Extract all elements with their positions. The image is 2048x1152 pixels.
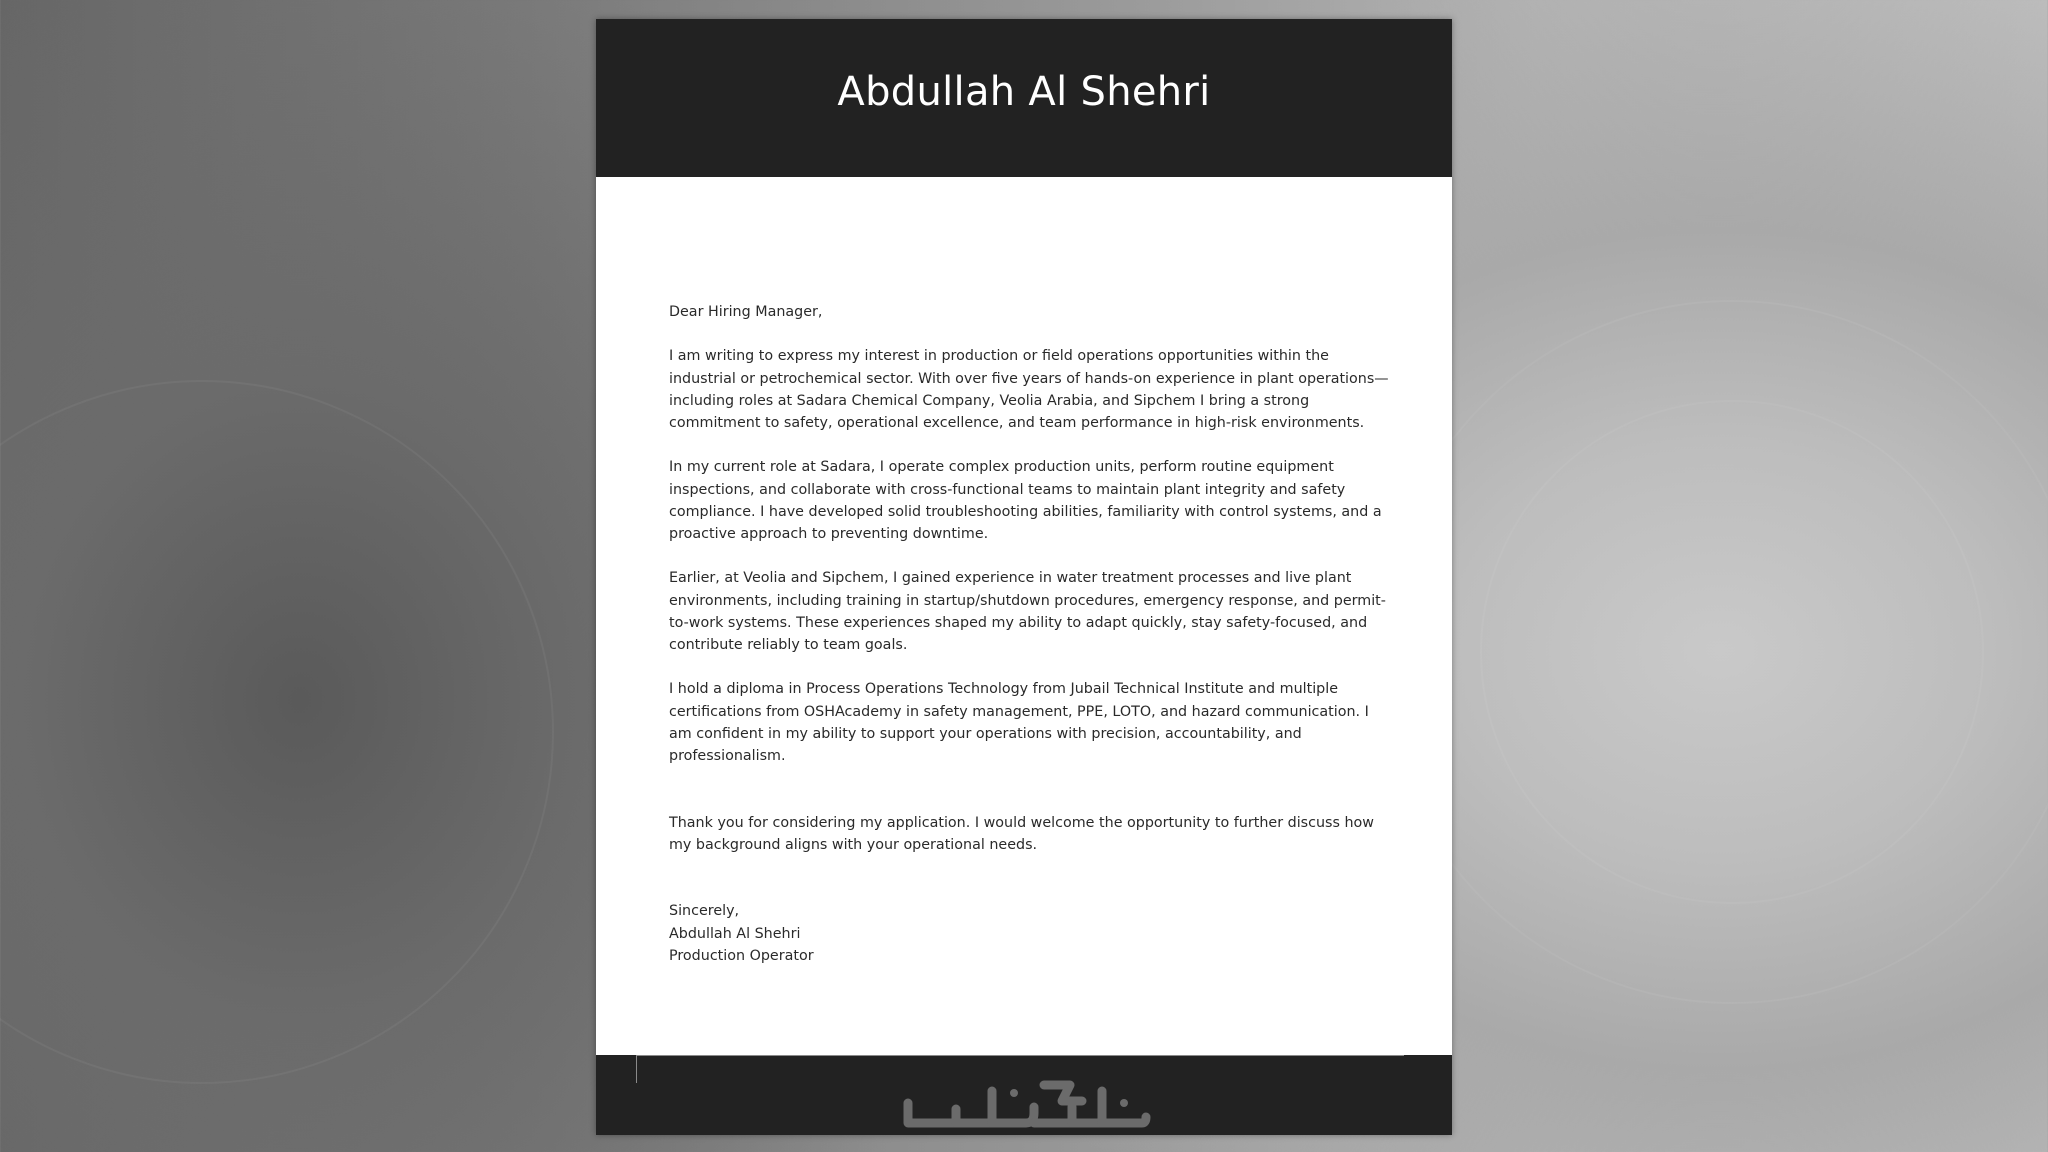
- letter-body: [669, 301, 1389, 967]
- background-swirl: [0, 380, 554, 1084]
- footer-divider: [636, 1055, 1404, 1056]
- background-swirl: [1480, 400, 1984, 904]
- letter-paragraph: I am writing to express my interest in production or field operations opportunities within the industrial or petrochemical sector. With over five years of hands-on experience in plant operations—including roles at Sadara Chemical Company, Veolia Arabia, and Sipchem I bring a strong commitment to safety, operational excellence, and team performance in high-risk environments.: [669, 348, 1389, 431]
- signature-title: Production Operator: [669, 947, 814, 964]
- signature-name: Abdullah Al Shehri: [669, 925, 801, 942]
- applicant-name-title: Abdullah Al Shehri: [837, 69, 1211, 115]
- khamsat-logo-icon: [894, 1073, 1154, 1131]
- letter-paragraph: Earlier, at Veolia and Sipchem, I gained experience in water treatment processes and live plant environments, including training in startup/shutdown procedures, emergency response, and permit-to-work systems. These experiences shaped my ability to adapt quickly, stay safety-focused, and contribute reliably to team goals.: [669, 570, 1386, 653]
- cover-letter-page: [596, 19, 1452, 1135]
- watermark-logo: [596, 1073, 1452, 1135]
- salutation: Dear Hiring Manager,: [669, 304, 823, 320]
- page-header: [596, 19, 1452, 177]
- closing-paragraph: Thank you for considering my application. I would welcome the opportunity to further discuss how my background aligns with your operational needs.: [669, 814, 1374, 853]
- letter-paragraph: In my current role at Sadara, I operate complex production units, perform routine equipment inspections, and collaborate with cross-functional teams to maintain plant integrity and safety compliance. I have developed solid troubleshooting abilities, familiarity with control systems, and a proactive approach to preventing downtime.: [669, 459, 1382, 542]
- letter-paragraph: I hold a diploma in Process Operations Technology from Jubail Technical Institute and multiple certifications from OSHAcademy in safety management, PPE, LOTO, and hazard communication. I am confident in my ability to support your operations with precision, accountability, and professionalism.: [669, 681, 1369, 764]
- page-footer: [596, 1055, 1452, 1135]
- signoff: Sincerely,: [669, 903, 740, 920]
